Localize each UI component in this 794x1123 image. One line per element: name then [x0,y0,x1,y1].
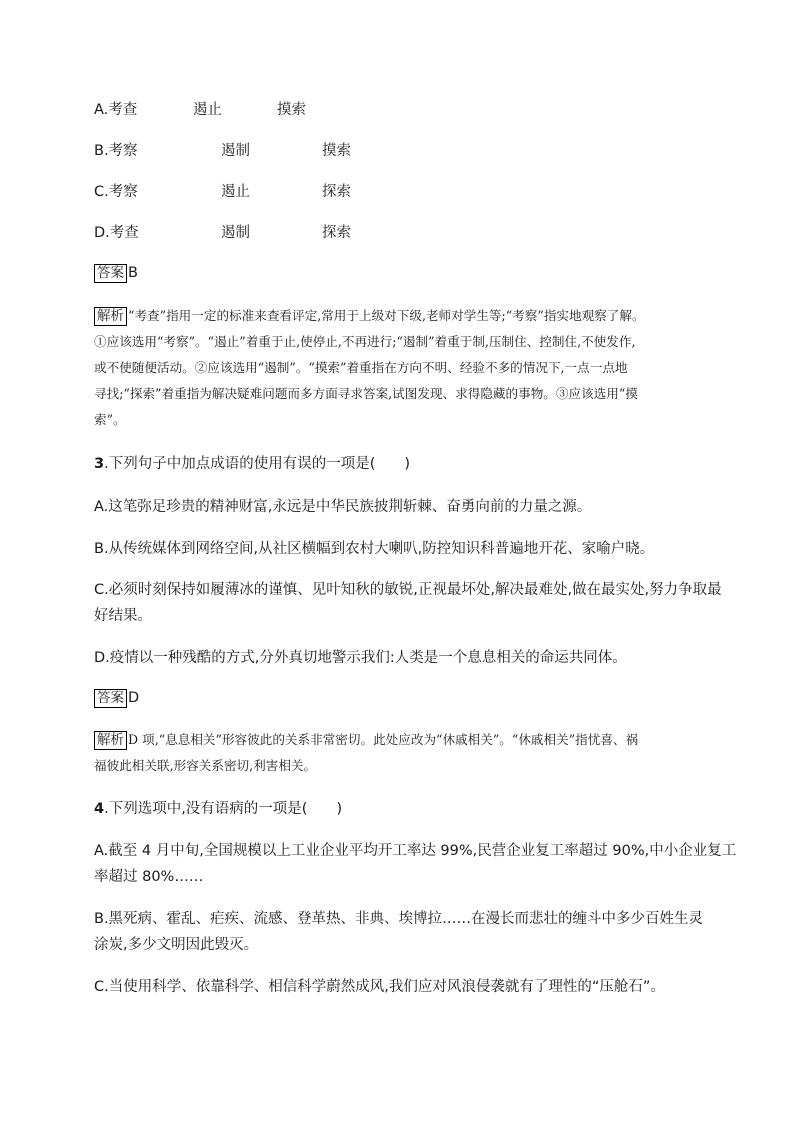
q3-option-b: B.从传统媒体到网络空间,从社区横幅到农村大喇叭,防控知识科普遍地开花、家喻户晓。 [94,541,655,557]
analysis-line: 索”。 [94,412,126,427]
question-text: .下列句子中加点成语的使用有误的一项是( ) [104,456,411,472]
q4-option-c: C.当使用科学、依靠科学、相信科学蔚然成风,我们应对风浪侵袭就有了理性的“压舱石”。 [94,979,665,995]
analysis-tag: 解析 [94,731,127,750]
q2-option-b-word2: 摸索 [322,143,351,159]
analysis-line [94,306,645,326]
q4-option-b-cont: 涂炭,多少文明因此毁灭。 [94,937,259,953]
q3-option-c-cont: 好结果。 [94,608,152,624]
q2-option-a-label: A.考查 [94,102,138,118]
q3-option-c: C.必须时刻保持如履薄冰的谨慎、见叶知秋的敏锐,正视最坏处,解决最难处,做在最实处,努力争取最 [94,582,722,598]
q4-option-a-cont: 率超过 80%…… [94,869,204,885]
analysis-text: D 项,“息息相关”形容彼此的关系非常密切。此处应改为“休戚相关”。“休戚相关”指忧喜、祸 [128,732,639,747]
q4-option-a: A.截至 4 月中旬,全国规模以上工业企业平均开工率达 99%,民营企业复工率超过 90%,中小企业复工 [94,843,737,859]
q2-option-a-word1: 遏止 [193,102,222,118]
analysis-line: ①应该选用“考察”。“遏止”着重于止,使停止,不再进行;“遏制”着重于制,压制住、控制住,不使发作, [94,334,636,349]
analysis-line: 福彼此相关联,形容关系密切,利害相关。 [94,758,317,773]
q3-option-d: D.疫情以一种残酷的方式,分外真切地警示我们:人类是一个息息相关的命运共同体。 [94,650,627,666]
q2-option-c-word1: 遏止 [221,184,250,200]
q2-option-c-label: C.考察 [94,184,138,200]
answer-value: B [128,265,138,281]
question-number: 3 [94,456,105,472]
question-text: .下列选项中,没有语病的一项是( ) [104,801,343,817]
answer-value: D [128,690,140,706]
q2-option-d-word2: 探索 [322,225,351,241]
q2-option-c-word2: 探索 [322,184,351,200]
q3-option-a: A.这笔弥足珍贵的精神财富,永远是中华民族披荆斩棘、奋勇向前的力量之源。 [94,499,592,515]
analysis-line: 或不使随便活动。②应该选用“遏制”。“摸索”着重指在方向不明、经验不多的情况下,一点一点地 [94,360,628,375]
q4-option-b: B.黑死病、霍乱、疟疾、流感、登革热、非典、埃博拉……在漫长而悲壮的缠斗中多少百姓生灵 [94,911,704,927]
answer-tag: 答案 [94,264,127,283]
analysis-line [94,730,638,750]
q3-answer [94,688,139,708]
q2-option-d-word1: 遏制 [221,225,250,241]
q2-option-b-label: B.考察 [94,143,138,159]
answer-tag: 答案 [94,689,127,708]
q2-option-b-word1: 遏制 [221,143,250,159]
q4-stem [94,799,342,819]
analysis-tag: 解析 [94,307,127,326]
analysis-text: “考查”指用一定的标准来查看评定,常用于上级对下级,老师对学生等;“考察”指实地观察了解。 [128,308,645,323]
question-number: 4 [94,801,105,817]
q2-option-a-word2: 摸索 [277,102,306,118]
q2-answer [94,263,138,283]
analysis-line: 寻找;“探索”着重指为解决疑难问题而多方面寻求答案,试图发现、求得隐藏的事物。③应该选用“摸 [94,386,638,401]
q3-stem [94,454,410,474]
q2-option-d-label: D.考查 [94,225,139,241]
